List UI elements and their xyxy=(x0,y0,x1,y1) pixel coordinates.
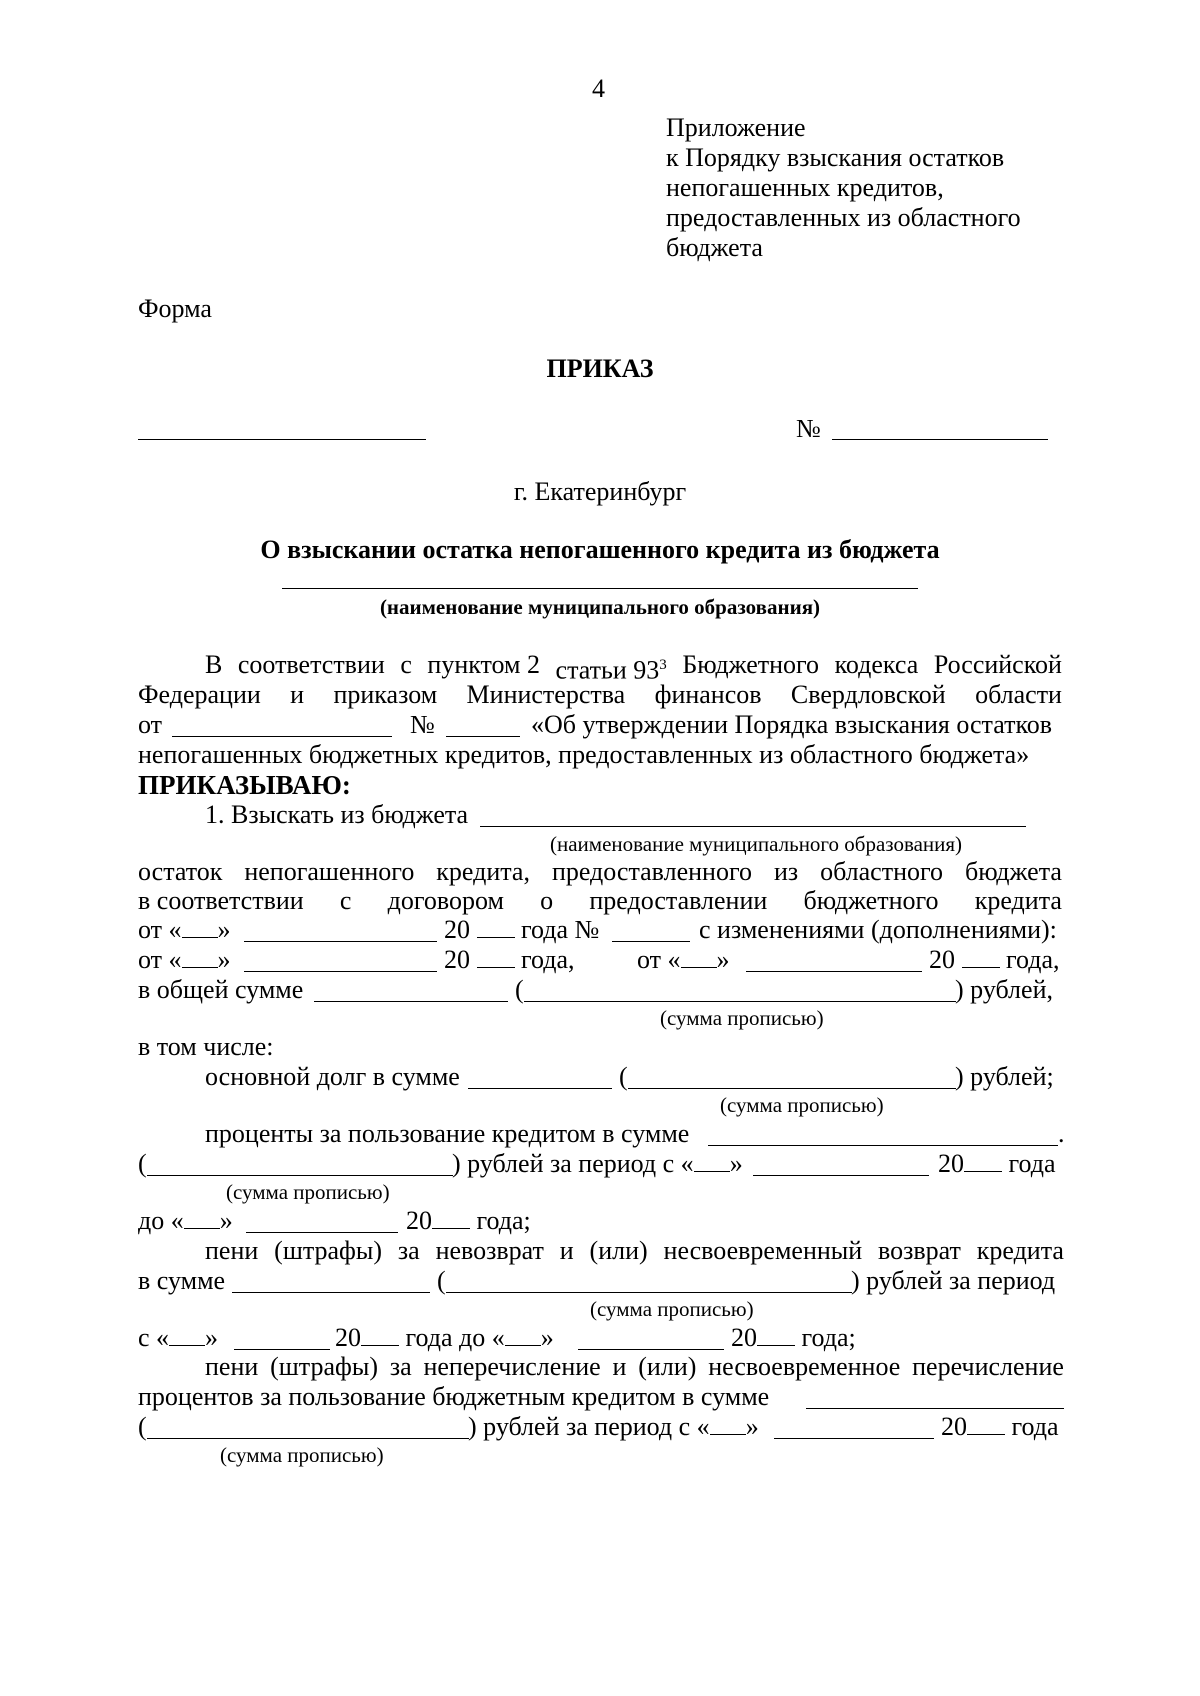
paren-open: ( xyxy=(515,975,524,1004)
penalty2-sum-blank xyxy=(806,1408,1064,1409)
word: пени xyxy=(205,1236,259,1265)
word: (или) xyxy=(638,1352,697,1381)
word: возврат xyxy=(878,1236,961,1265)
superscript: 3 xyxy=(659,657,667,673)
day-blank xyxy=(505,1323,541,1346)
penalty1-rubles: ) рублей за период xyxy=(851,1266,1056,1295)
penalty1-words-blank xyxy=(446,1292,852,1293)
text: 20 xyxy=(941,1412,967,1441)
word: пени xyxy=(205,1352,259,1381)
day-blank xyxy=(184,1206,220,1229)
amendment-date-line xyxy=(138,945,231,975)
preamble-decree-name: «Об утверждении Порядка взыскания остатков xyxy=(531,710,1053,739)
paren-open: ( xyxy=(437,1266,446,1295)
text: года № xyxy=(521,915,600,944)
principal-rubles: ) рублей; xyxy=(955,1062,1054,1091)
contract-date-line xyxy=(138,915,231,945)
month-blank xyxy=(244,941,437,942)
year-blank xyxy=(361,1323,399,1346)
preamble-ot: от xyxy=(138,710,163,739)
changes-text: с изменениями (дополнениями): xyxy=(699,915,1057,944)
word: В xyxy=(205,650,223,679)
text: года; xyxy=(801,1323,856,1352)
year-blank xyxy=(477,915,515,938)
word: с xyxy=(339,886,352,915)
text: » xyxy=(217,945,231,974)
day-blank xyxy=(681,945,717,968)
word: и xyxy=(290,680,305,709)
period-dot: . xyxy=(1058,1119,1065,1148)
month-blank xyxy=(244,971,437,972)
word: Российской xyxy=(933,650,1062,679)
year-blank xyxy=(964,1149,1002,1172)
caption-sum: (сумма прописью) xyxy=(226,1180,390,1204)
word: пунктом 2 xyxy=(427,650,541,679)
word: (штрафы) xyxy=(274,1236,383,1265)
order-title: ПРИКАЗ xyxy=(546,354,654,383)
word: Министерства xyxy=(466,680,626,709)
word: о xyxy=(540,886,554,915)
year-prefix xyxy=(444,915,599,945)
item1-municipality-blank xyxy=(480,826,1026,827)
word: за xyxy=(389,1352,412,1381)
text: 20 xyxy=(929,945,955,974)
caption-sum: (сумма прописью) xyxy=(220,1443,384,1467)
word: кредита xyxy=(974,886,1062,915)
year-blank xyxy=(477,945,515,968)
month-blank xyxy=(746,971,922,972)
text: ) рублей за период с « xyxy=(468,1412,710,1441)
word: областного xyxy=(820,857,944,886)
word: несвоевременный xyxy=(663,1236,863,1265)
appendix-line-1: Приложение xyxy=(666,113,806,142)
principal-label: основной долг в сумме xyxy=(205,1062,460,1091)
item1-line-1 xyxy=(138,857,1062,887)
item1-line-2 xyxy=(138,886,1062,916)
interest-period-text xyxy=(452,1149,743,1179)
preamble-no: № xyxy=(410,710,435,739)
municipality-blank xyxy=(282,588,918,589)
text: 20 xyxy=(444,945,470,974)
word: из xyxy=(773,857,799,886)
month-blank xyxy=(774,1438,934,1439)
city: г. Екатеринбург xyxy=(513,477,687,506)
penalty2-period-text xyxy=(468,1412,759,1442)
year-blank xyxy=(962,945,1000,968)
order-number-blank xyxy=(832,439,1048,440)
text: » xyxy=(205,1323,219,1352)
year-blank xyxy=(967,1412,1005,1435)
text: года xyxy=(1008,1149,1056,1178)
word: соответствии xyxy=(237,650,385,679)
text: от « xyxy=(138,915,182,944)
interest-words-blank xyxy=(147,1175,453,1176)
caption-municipality-bold: (наименование муниципального образования) xyxy=(379,595,821,619)
word: статьи 93 xyxy=(555,655,660,685)
word: с xyxy=(400,650,412,679)
word: Свердловской xyxy=(790,680,946,709)
day-blank xyxy=(182,915,218,938)
day-blank xyxy=(710,1412,746,1435)
text: » xyxy=(745,1412,759,1441)
penalty1-period-until xyxy=(335,1323,554,1353)
paren-open: ( xyxy=(138,1149,147,1178)
word: финансов xyxy=(654,680,762,709)
amendment-date-2 xyxy=(637,945,730,975)
day-blank xyxy=(182,945,218,968)
caption-sum: (сумма прописью) xyxy=(660,1006,824,1030)
word: неперечисление xyxy=(423,1352,601,1381)
text: » xyxy=(219,1206,233,1235)
text: 20 xyxy=(444,915,470,944)
appendix-line-4: предоставленных из областного xyxy=(666,203,1021,232)
page-number: 4 xyxy=(592,74,605,103)
year-prefix xyxy=(406,1206,531,1236)
text: до « xyxy=(138,1206,184,1235)
penalty1-line-1 xyxy=(205,1236,1064,1266)
penalty2-line-2: процентов за пользование бюджетным кредитом в сумме xyxy=(138,1382,770,1411)
word: предоставлении xyxy=(589,886,768,915)
word: Бюджетного xyxy=(682,650,820,679)
number-sign: № xyxy=(796,414,821,443)
word: договором xyxy=(387,886,504,915)
text: от « xyxy=(637,945,681,974)
including-label: в том числе: xyxy=(138,1032,274,1061)
appendix-line-5: бюджета xyxy=(666,233,763,262)
word: перечисление xyxy=(912,1352,1064,1381)
word: и xyxy=(559,1236,574,1265)
decree-number-blank xyxy=(446,736,520,737)
paren-open: ( xyxy=(619,1062,628,1091)
year-prefix xyxy=(938,1149,1056,1179)
contract-number-blank xyxy=(612,941,690,942)
form-label: Форма xyxy=(138,294,212,323)
word: (или) xyxy=(589,1236,648,1265)
text: » xyxy=(716,945,730,974)
word: области xyxy=(975,680,1062,709)
word: Федерации xyxy=(138,680,261,709)
word: (штрафы) xyxy=(270,1352,378,1381)
order-word: ПРИКАЗЫВАЮ: xyxy=(138,770,351,800)
month-blank xyxy=(234,1349,330,1350)
day-blank xyxy=(694,1149,730,1172)
text: года, xyxy=(521,945,575,974)
day-blank xyxy=(169,1323,205,1346)
text: 20 xyxy=(731,1323,757,1352)
penalty1-period-from xyxy=(138,1323,218,1353)
penalty1-sum-label: в сумме xyxy=(138,1266,226,1295)
principal-sum-blank xyxy=(468,1088,612,1089)
decree-date-blank xyxy=(172,736,392,737)
preamble-line-4: непогашенных бюджетных кредитов, предоставленных из областного бюджета» xyxy=(138,740,1030,769)
word: бюджетного xyxy=(803,886,939,915)
word: кредита xyxy=(976,1236,1064,1265)
total-sum-label: в общей сумме xyxy=(138,975,304,1004)
appendix-line-2: к Порядку взыскания остатков xyxy=(666,143,1005,172)
text: года, xyxy=(1006,945,1060,974)
text: года xyxy=(1011,1412,1059,1441)
text: с « xyxy=(138,1323,170,1352)
caption-sum: (сумма прописью) xyxy=(720,1093,884,1117)
word: предоставленного xyxy=(551,857,752,886)
text: 20 xyxy=(938,1149,964,1178)
text: от « xyxy=(138,945,182,974)
text: » xyxy=(217,915,231,944)
text: года; xyxy=(476,1206,531,1235)
text: 20 xyxy=(335,1323,361,1352)
word: непогашенного xyxy=(244,857,415,886)
month-blank xyxy=(578,1349,724,1350)
year-prefix xyxy=(941,1412,1059,1442)
subject-title: О взыскании остатка непогашенного кредита из бюджета xyxy=(260,535,940,564)
word: несвоевременное xyxy=(708,1352,901,1381)
interest-label: проценты за пользование кредитом в сумме xyxy=(205,1119,690,1148)
penalty1-sum-blank xyxy=(232,1292,430,1293)
word: остаток xyxy=(138,857,223,886)
caption-sum: (сумма прописью) xyxy=(590,1297,754,1321)
text: ) рублей за период с « xyxy=(452,1149,694,1178)
year-prefix xyxy=(444,945,575,975)
year-prefix xyxy=(731,1323,856,1353)
total-sum-blank xyxy=(314,1001,508,1002)
date-blank xyxy=(138,439,426,440)
item1-label: 1. Взыскать из бюджета xyxy=(205,800,469,829)
text: года до « xyxy=(405,1323,505,1352)
appendix-line-3: непогашенных кредитов, xyxy=(666,173,944,202)
penalty2-line-1 xyxy=(205,1352,1064,1382)
year-blank xyxy=(432,1206,470,1229)
interest-sum-blank xyxy=(708,1145,1058,1146)
word: за xyxy=(397,1236,420,1265)
word: бюджета xyxy=(964,857,1062,886)
penalty2-words-blank xyxy=(147,1438,469,1439)
principal-words-blank xyxy=(628,1088,956,1089)
month-blank xyxy=(246,1232,398,1233)
text: » xyxy=(540,1323,554,1352)
text: 20 xyxy=(406,1206,432,1235)
interest-until xyxy=(138,1206,233,1236)
total-sum-rubles: ) рублей, xyxy=(955,975,1053,1004)
paren-open: ( xyxy=(138,1412,147,1441)
word: в соответствии xyxy=(138,886,304,915)
preamble-line-2 xyxy=(138,680,1062,710)
word: приказом xyxy=(333,680,438,709)
word: кредита, xyxy=(436,857,530,886)
word: невозврат xyxy=(435,1236,544,1265)
total-sum-words-blank xyxy=(524,1001,956,1002)
item1-caption-municipality: (наименование муниципального образования) xyxy=(550,832,963,856)
text: » xyxy=(729,1149,743,1178)
year-blank xyxy=(757,1323,795,1346)
year-prefix xyxy=(929,945,1060,975)
month-blank xyxy=(753,1175,929,1176)
word: и xyxy=(612,1352,627,1381)
word: кодекса xyxy=(834,650,919,679)
